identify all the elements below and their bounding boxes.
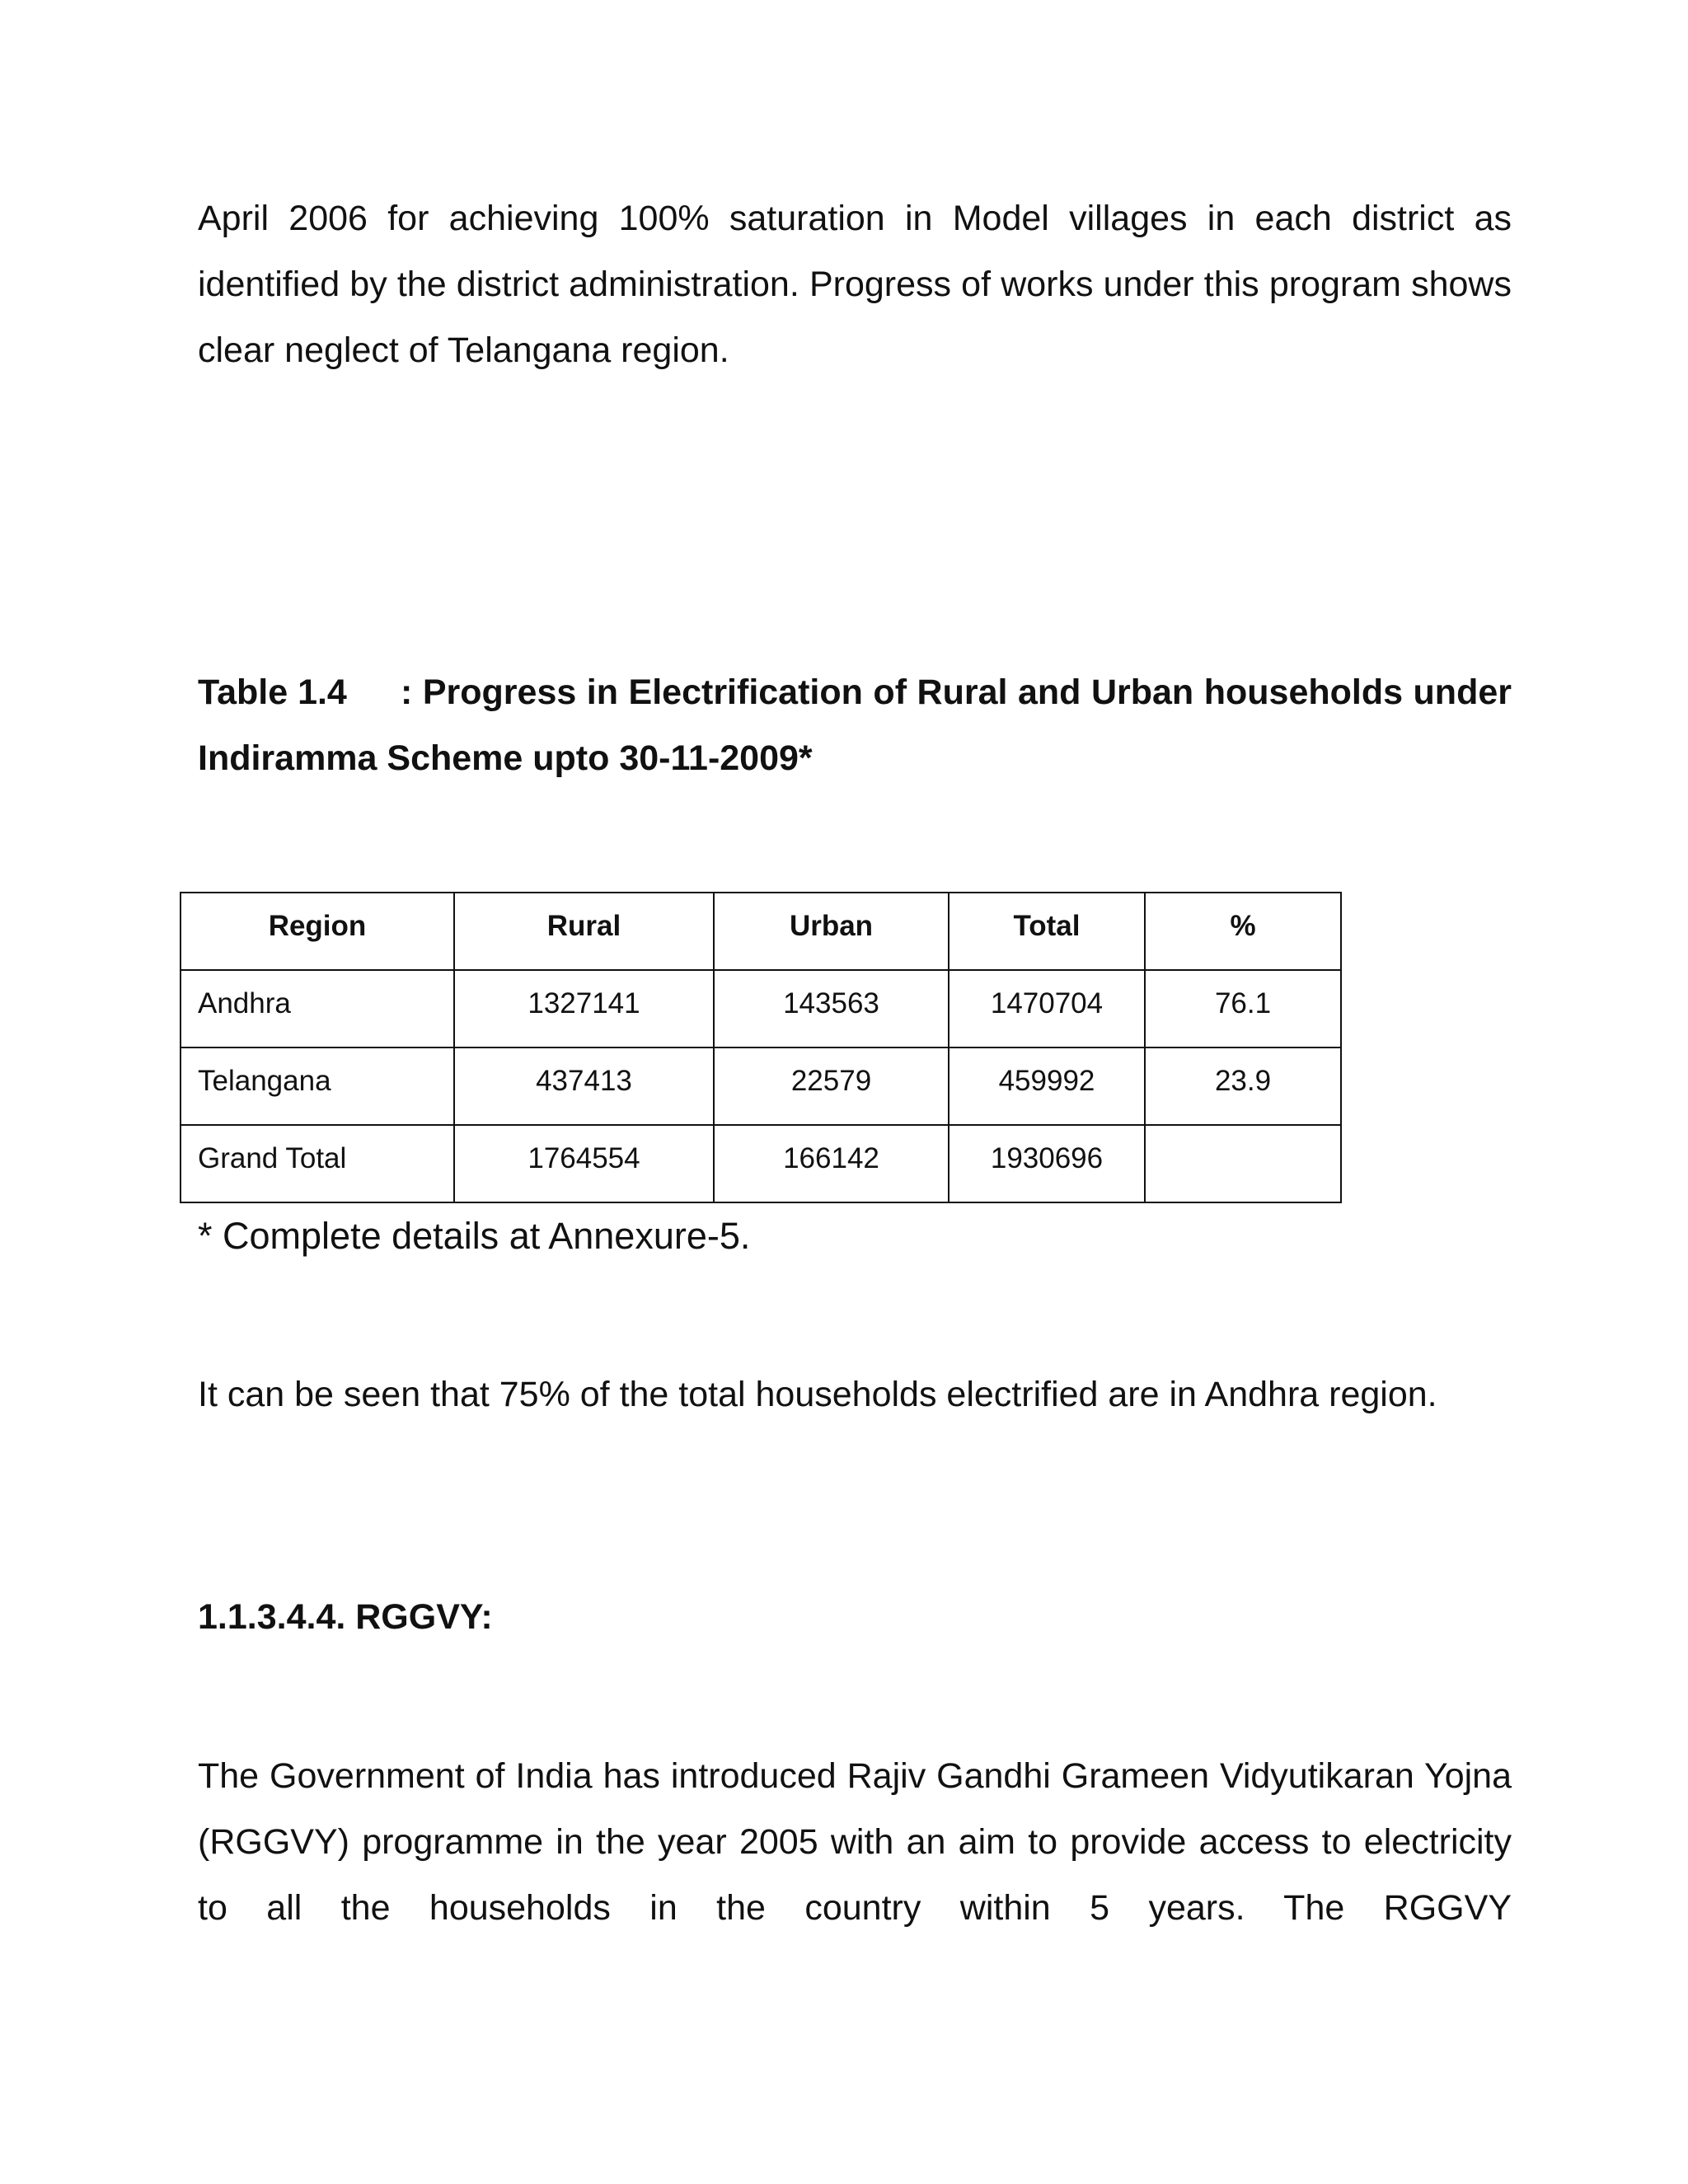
section-heading: 1.1.3.4.4. RGGVY:: [198, 1597, 493, 1637]
region-cell: Telangana: [181, 1047, 454, 1125]
rural-cell: 437413: [454, 1047, 714, 1125]
table-footnote: * Complete details at Annexure-5.: [198, 1215, 751, 1257]
header-rural: Rural: [454, 893, 714, 970]
table-row: [181, 970, 1341, 1047]
total-cell: 1470704: [949, 970, 1145, 1047]
header-total: Total: [949, 893, 1145, 970]
region-cell: Grand Total: [181, 1125, 454, 1202]
rural-cell: 1327141: [454, 970, 714, 1047]
urban-cell: 166142: [714, 1125, 949, 1202]
percent-cell: 23.9: [1145, 1047, 1341, 1125]
table-header-row: [181, 893, 1341, 970]
table-caption-label: Table 1.4: [198, 673, 347, 712]
percent-cell: [1145, 1125, 1341, 1202]
table-caption: [198, 659, 1512, 791]
rural-cell: 1764554: [454, 1125, 714, 1202]
intro-paragraph: April 2006 for achieving 100% saturation in Model villages in each district as identified by the district administration. Progress of works under this program shows clear neglect of Telangana region.: [198, 199, 1512, 370]
region-cell: Andhra: [181, 970, 454, 1047]
urban-cell: 22579: [714, 1047, 949, 1125]
total-cell: 1930696: [949, 1125, 1145, 1202]
table-caption-title: : Progress in Electrification of Rural and Urban households under Indiramma Scheme upto 30-11-2009*: [198, 673, 1512, 778]
table-row: [181, 1125, 1341, 1202]
rggvy-paragraph: The Government of India has introduced Rajiv Gandhi Grameen Vidyutikaran Yojna (RGGVY) programme in the year 2005 with an aim to provide access to electricity to all the households in the country within 5 years. The RGGVY: [198, 1756, 1512, 1928]
percent-cell: 76.1: [1145, 970, 1341, 1047]
header-percent: %: [1145, 893, 1341, 970]
total-cell: 459992: [949, 1047, 1145, 1125]
urban-cell: 143563: [714, 970, 949, 1047]
header-region: Region: [181, 893, 454, 970]
table-row: [181, 1047, 1341, 1125]
header-urban: Urban: [714, 893, 949, 970]
observation-paragraph: It can be seen that 75% of the total households electrified are in Andhra region.: [198, 1375, 1437, 1414]
electrification-table: [180, 892, 1342, 1203]
